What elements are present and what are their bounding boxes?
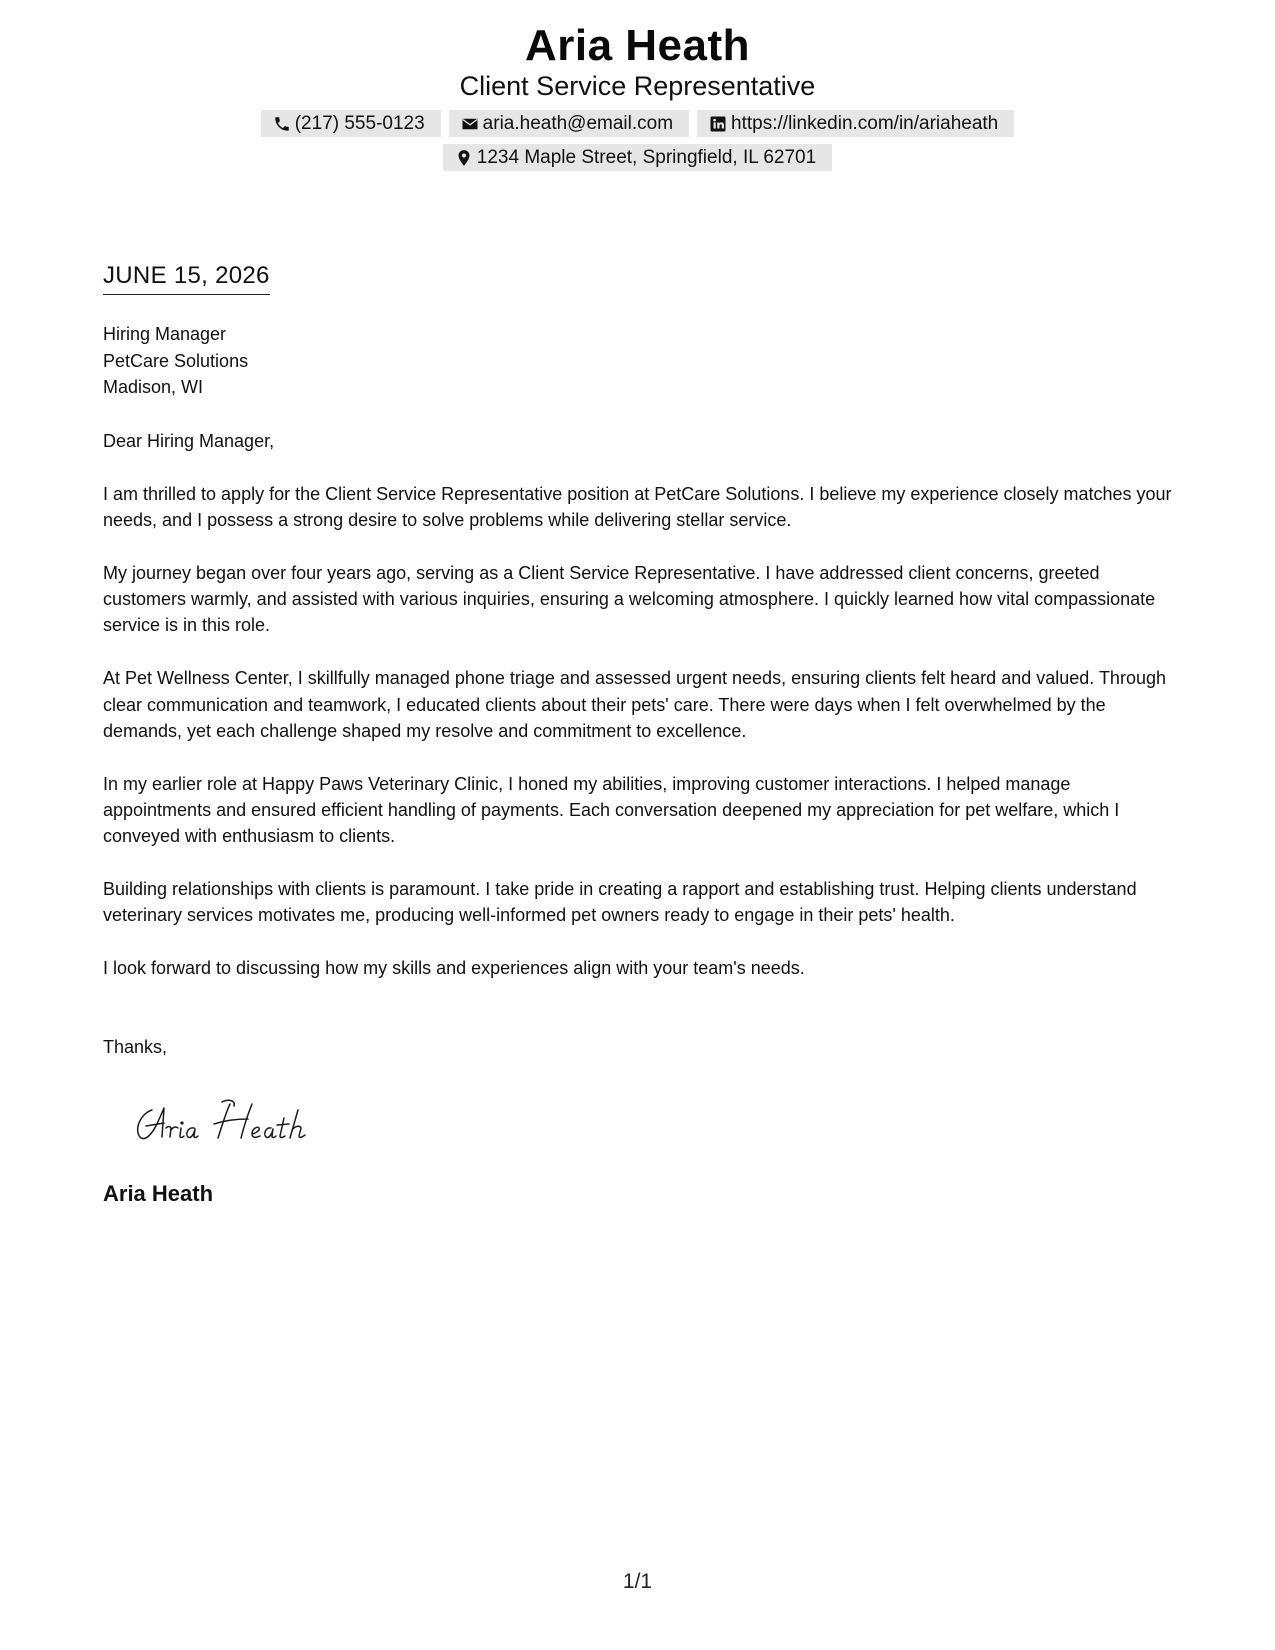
recipient-location: Madison, WI (103, 377, 204, 397)
address-chip (443, 144, 832, 171)
email-chip (449, 110, 689, 137)
envelope-icon (461, 115, 479, 133)
contact-row (0, 110, 1275, 137)
map-pin-icon (455, 149, 473, 167)
salutation: Dear Hiring Manager, (103, 431, 275, 451)
linkedin-chip (697, 110, 1014, 137)
linkedin-url: https://linkedin.com/in/ariaheath (731, 112, 999, 134)
page-number: 1/1 (622, 1570, 653, 1593)
body-paragraph: I look forward to discussing how my skills and experiences align with your team's needs. (103, 958, 805, 979)
letter-body (103, 428, 1183, 1008)
body-paragraph: I am thrilled to apply for the Client Service Representative position at PetCare Solutions. I believe my experience closely matches your needs, and I possess a strong desire to solve problems while delivering stellar service. (103, 483, 1172, 531)
recipient-name: Hiring Manager (103, 324, 227, 344)
phone-number: (217) 555-0123 (294, 112, 425, 134)
letter-header (0, 20, 1275, 171)
phone-chip (261, 110, 441, 137)
linkedin-icon (709, 115, 727, 133)
phone-icon (273, 115, 291, 133)
body-paragraph: At Pet Wellness Center, I skillfully managed phone triage and assessed urgent needs, ensuring clients felt heard and valued. Through clear communication and teamwork, I educated clients about their pets' care. There were days when I felt overwhelmed by the demands, yet each challenge shaped my resolve and commitment to excellence. (103, 668, 1166, 741)
letter-date: JUNE 15, 2026 (103, 261, 270, 295)
closing-line: Thanks, (103, 1037, 168, 1057)
applicant-name: Aria Heath (524, 21, 751, 70)
signer-name: Aria Heath (103, 1181, 214, 1206)
contact-row-address (0, 144, 1275, 171)
applicant-title: Client Service Representative (459, 71, 816, 101)
handwritten-signature (130, 1090, 340, 1146)
body-paragraph: My journey began over four years ago, serving as a Client Service Representative. I have addressed client concerns, greeted customers warmly, and assisted with various inquiries, ensuring a welcoming atmosphere. I quickly learned how vital compassionate service is in this role. (103, 562, 1156, 636)
email-address: aria.heath@email.com (482, 112, 674, 134)
recipient-company: PetCare Solutions (103, 350, 249, 371)
street-address: 1234 Maple Street, Springfield, IL 62701 (476, 146, 817, 168)
body-paragraph: In my earlier role at Happy Paws Veterinary Clinic, I honed my abilities, improving customer interactions. I helped manage appointments and ensured efficient handling of payments. Each conversation deepened my appreciation for pet welfare, which I conveyed with enthusiasm to clients. (103, 773, 1120, 847)
recipient-block (103, 321, 248, 401)
body-paragraph: Building relationships with clients is paramount. I take pride in creating a rapport and establishing trust. Helping clients understand veterinary services motivates me, producing well-informed pet owners ready to engage in their pets' health. (103, 879, 1137, 926)
